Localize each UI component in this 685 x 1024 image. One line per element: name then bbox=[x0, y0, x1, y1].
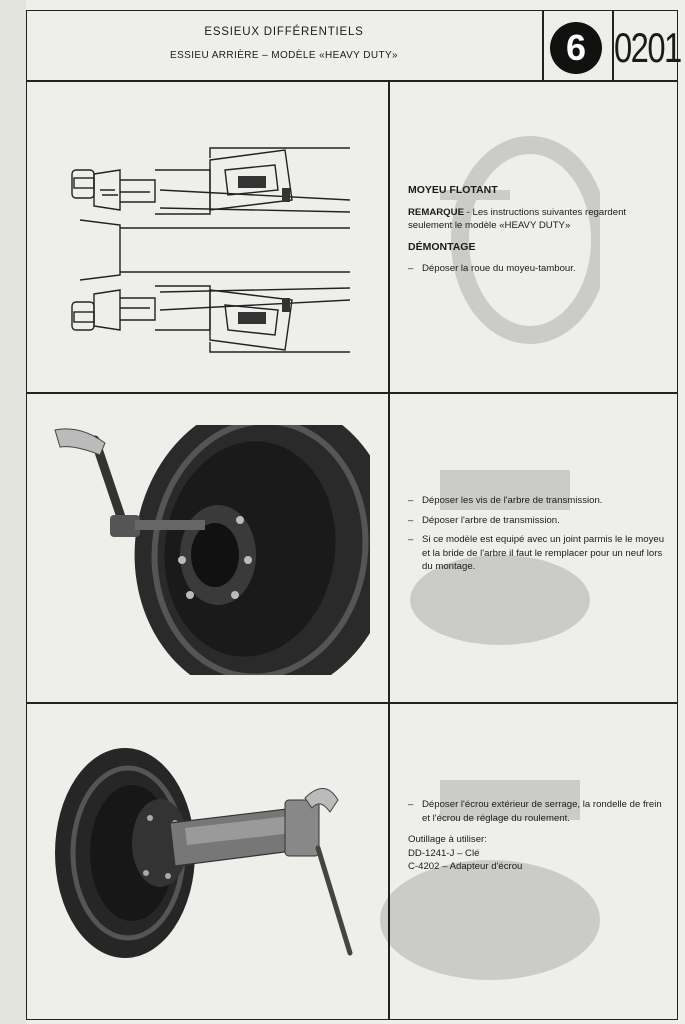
section-2-text bbox=[408, 494, 670, 580]
header-separator bbox=[542, 10, 544, 80]
step-item: – Si ce modèle est equipé avec un joint parmis le le moyeu et la bride de l'arbre il faut le remplacer pour un neuf lors du montage. bbox=[408, 533, 670, 574]
header-divider bbox=[26, 80, 678, 82]
row-divider bbox=[26, 392, 678, 394]
step-item: – Déposer l'arbre de transmission. bbox=[408, 514, 560, 526]
step-text: Déposer la roue du moyeu-tambour. bbox=[422, 263, 576, 274]
page-number: 0201 bbox=[614, 24, 681, 71]
step-item: – Déposer les vis de l'arbre de transmission. bbox=[408, 495, 603, 506]
step-text: Déposer les vis de l'arbre de transmission. bbox=[422, 495, 603, 506]
remark-text: - Les instructions suivantes regardent seulement le modèle «HEAVY DUTY» bbox=[408, 206, 627, 231]
remark-label: REMARQUE bbox=[408, 206, 464, 218]
remark bbox=[408, 206, 670, 233]
step-text: Si ce modèle est equipé avec un joint parmis le le moyeu et la bride de l'arbre il faut le remplacer pour un neuf lors du montage. bbox=[422, 534, 665, 572]
section-heading: MOYEU FLOTANT bbox=[408, 184, 498, 196]
step-text: Déposer l'arbre de transmission. bbox=[422, 514, 560, 526]
section-1-text bbox=[408, 184, 670, 282]
document-title: ESSIEUX DIFFÉRENTIELS bbox=[204, 26, 364, 38]
tool-item: DD-1241-J – Clé bbox=[408, 847, 480, 859]
section-3-text bbox=[408, 798, 670, 874]
step-text: Déposer l'écrou extérieur de serrage, la rondelle de frein et l'écrou de réglage du roulement. bbox=[422, 799, 662, 824]
page-edge bbox=[0, 0, 26, 1024]
step-item: – Déposer l'écrou extérieur de serrage, la rondelle de frein et l'écrou de réglage du roulement. bbox=[408, 798, 670, 825]
section-subheading: DÉMONTAGE bbox=[408, 240, 476, 253]
tool-item: C-4202 – Adapteur d'écrou bbox=[408, 861, 523, 872]
row-divider bbox=[26, 702, 678, 704]
section-badge: 6 bbox=[550, 22, 602, 74]
step-item: – Déposer la roue du moyeu-tambour. bbox=[408, 263, 576, 274]
tools-label: Outillage à utiliser: bbox=[408, 834, 487, 845]
document-subtitle: ESSIEU ARRIÈRE – MODÈLE «HEAVY DUTY» bbox=[170, 50, 398, 61]
